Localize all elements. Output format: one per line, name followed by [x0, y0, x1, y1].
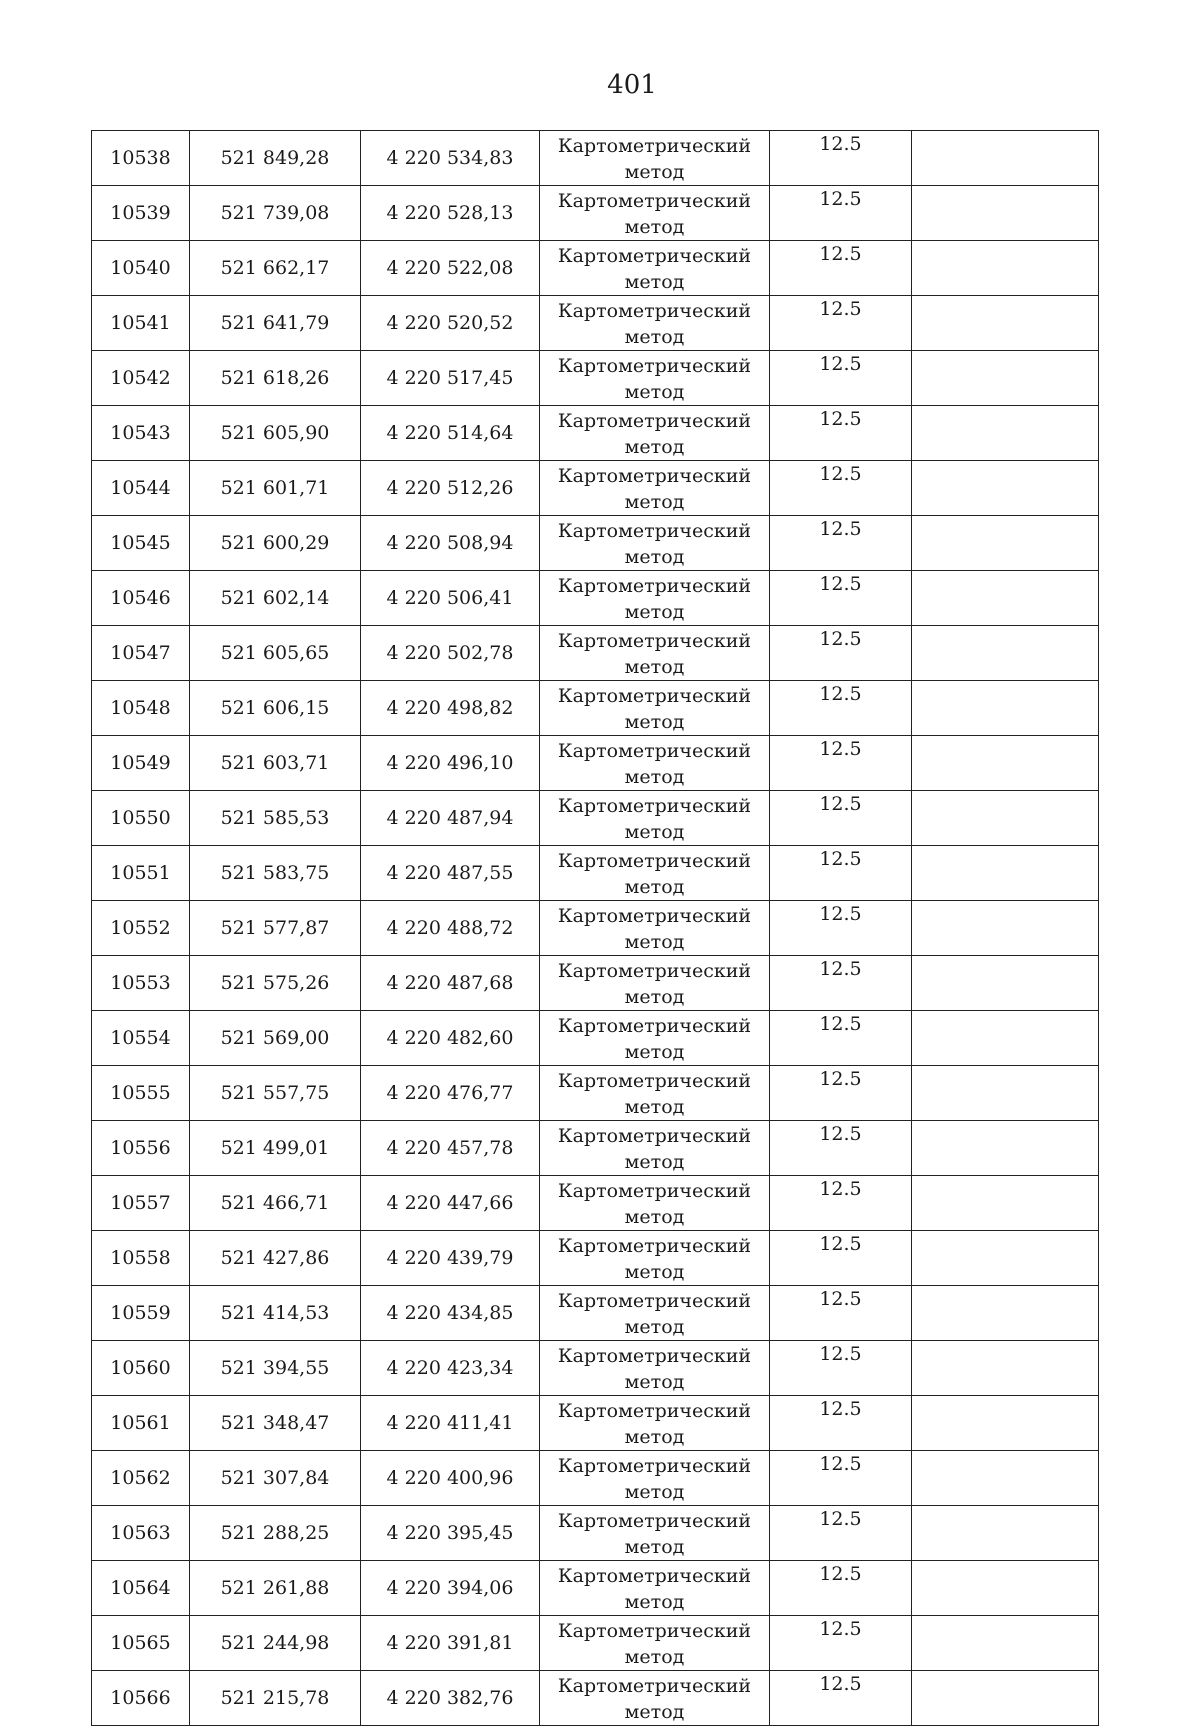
x-coordinate-cell: 521 606,15 [190, 681, 361, 736]
method-cell [540, 406, 770, 461]
accuracy-cell: 12.5 [770, 681, 912, 736]
point-number-cell: 10556 [92, 1121, 190, 1176]
y-coordinate-cell: 4 220 434,85 [361, 1286, 540, 1341]
method-cell [540, 461, 770, 516]
method-line-1: Картометрический [557, 630, 752, 652]
note-cell [912, 736, 1099, 791]
method-line-2: метод [624, 1206, 685, 1228]
x-coordinate-cell: 521 585,53 [190, 791, 361, 846]
note-cell [912, 1616, 1099, 1671]
method-line-1: Картометрический [557, 850, 752, 872]
table-row [92, 626, 1099, 681]
x-coordinate-cell: 521 641,79 [190, 296, 361, 351]
x-coordinate-cell: 521 244,98 [190, 1616, 361, 1671]
y-coordinate-cell: 4 220 457,78 [361, 1121, 540, 1176]
accuracy-cell: 12.5 [770, 1011, 912, 1066]
method-line-1: Картометрический [557, 1015, 752, 1037]
method-cell [540, 1011, 770, 1066]
y-coordinate-cell: 4 220 394,06 [361, 1561, 540, 1616]
method-line-1: Картометрический [557, 740, 752, 762]
table-row [92, 131, 1099, 186]
note-cell [912, 791, 1099, 846]
y-coordinate-cell: 4 220 498,82 [361, 681, 540, 736]
method-line-2: метод [624, 711, 685, 733]
point-number-cell: 10538 [92, 131, 190, 186]
point-number-cell: 10563 [92, 1506, 190, 1561]
accuracy-cell: 12.5 [770, 571, 912, 626]
y-coordinate-cell: 4 220 447,66 [361, 1176, 540, 1231]
method-cell [540, 186, 770, 241]
method-line-1: Картометрический [557, 300, 752, 322]
y-coordinate-cell: 4 220 411,41 [361, 1396, 540, 1451]
y-coordinate-cell: 4 220 487,94 [361, 791, 540, 846]
y-coordinate-cell: 4 220 508,94 [361, 516, 540, 571]
point-number-cell: 10562 [92, 1451, 190, 1506]
point-number-cell: 10547 [92, 626, 190, 681]
table-row [92, 516, 1099, 571]
accuracy-cell: 12.5 [770, 516, 912, 571]
x-coordinate-cell: 521 602,14 [190, 571, 361, 626]
method-cell [540, 1671, 770, 1726]
note-cell [912, 186, 1099, 241]
method-line-2: метод [624, 1371, 685, 1393]
y-coordinate-cell: 4 220 534,83 [361, 131, 540, 186]
x-coordinate-cell: 521 849,28 [190, 131, 361, 186]
note-cell [912, 296, 1099, 351]
method-line-1: Картометрический [557, 1290, 752, 1312]
point-number-cell: 10546 [92, 571, 190, 626]
method-cell [540, 1506, 770, 1561]
y-coordinate-cell: 4 220 487,68 [361, 956, 540, 1011]
accuracy-cell: 12.5 [770, 1451, 912, 1506]
table-row [92, 736, 1099, 791]
point-number-cell: 10554 [92, 1011, 190, 1066]
note-cell [912, 1011, 1099, 1066]
note-cell [912, 131, 1099, 186]
point-number-cell: 10555 [92, 1066, 190, 1121]
accuracy-cell: 12.5 [770, 1561, 912, 1616]
method-line-2: метод [624, 931, 685, 953]
x-coordinate-cell: 521 575,26 [190, 956, 361, 1011]
x-coordinate-cell: 521 261,88 [190, 1561, 361, 1616]
method-line-1: Картометрический [557, 905, 752, 927]
note-cell [912, 1121, 1099, 1176]
method-cell [540, 1341, 770, 1396]
y-coordinate-cell: 4 220 512,26 [361, 461, 540, 516]
accuracy-cell: 12.5 [770, 1231, 912, 1286]
note-cell [912, 1231, 1099, 1286]
note-cell [912, 461, 1099, 516]
method-line-2: метод [624, 1646, 685, 1668]
y-coordinate-cell: 4 220 488,72 [361, 901, 540, 956]
method-line-1: Картометрический [557, 135, 752, 157]
method-line-2: метод [624, 546, 685, 568]
table-row [92, 406, 1099, 461]
point-number-cell: 10548 [92, 681, 190, 736]
note-cell [912, 351, 1099, 406]
method-line-2: метод [624, 1261, 685, 1283]
x-coordinate-cell: 521 601,71 [190, 461, 361, 516]
table-row [92, 461, 1099, 516]
x-coordinate-cell: 521 348,47 [190, 1396, 361, 1451]
x-coordinate-cell: 521 466,71 [190, 1176, 361, 1231]
table-row [92, 1176, 1099, 1231]
note-cell [912, 681, 1099, 736]
method-line-1: Картометрический [557, 190, 752, 212]
method-cell [540, 516, 770, 571]
method-cell [540, 1396, 770, 1451]
method-line-2: метод [624, 1426, 685, 1448]
accuracy-cell: 12.5 [770, 626, 912, 681]
accuracy-cell: 12.5 [770, 1671, 912, 1726]
method-line-2: метод [624, 821, 685, 843]
x-coordinate-cell: 521 215,78 [190, 1671, 361, 1726]
y-coordinate-cell: 4 220 514,64 [361, 406, 540, 461]
note-cell [912, 846, 1099, 901]
method-line-2: метод [624, 1316, 685, 1338]
method-cell [540, 1616, 770, 1671]
method-cell [540, 1561, 770, 1616]
table-body [92, 131, 1099, 1726]
method-cell [540, 241, 770, 296]
point-number-cell: 10539 [92, 186, 190, 241]
point-number-cell: 10542 [92, 351, 190, 406]
point-number-cell: 10557 [92, 1176, 190, 1231]
table-row [92, 681, 1099, 736]
point-number-cell: 10541 [92, 296, 190, 351]
x-coordinate-cell: 521 600,29 [190, 516, 361, 571]
method-line-1: Картометрический [557, 1235, 752, 1257]
point-number-cell: 10559 [92, 1286, 190, 1341]
point-number-cell: 10560 [92, 1341, 190, 1396]
method-line-1: Картометрический [557, 1180, 752, 1202]
x-coordinate-cell: 521 569,00 [190, 1011, 361, 1066]
table-row [92, 1616, 1099, 1671]
point-number-cell: 10551 [92, 846, 190, 901]
method-line-1: Картометрический [557, 1510, 752, 1532]
table-row [92, 1506, 1099, 1561]
y-coordinate-cell: 4 220 520,52 [361, 296, 540, 351]
y-coordinate-cell: 4 220 487,55 [361, 846, 540, 901]
y-coordinate-cell: 4 220 423,34 [361, 1341, 540, 1396]
accuracy-cell: 12.5 [770, 461, 912, 516]
accuracy-cell: 12.5 [770, 1506, 912, 1561]
x-coordinate-cell: 521 739,08 [190, 186, 361, 241]
method-cell [540, 1451, 770, 1506]
accuracy-cell: 12.5 [770, 241, 912, 296]
x-coordinate-cell: 521 605,65 [190, 626, 361, 681]
method-line-2: метод [624, 436, 685, 458]
table-row [92, 1231, 1099, 1286]
x-coordinate-cell: 521 618,26 [190, 351, 361, 406]
note-cell [912, 406, 1099, 461]
note-cell [912, 956, 1099, 1011]
note-cell [912, 241, 1099, 296]
x-coordinate-cell: 521 414,53 [190, 1286, 361, 1341]
y-coordinate-cell: 4 220 506,41 [361, 571, 540, 626]
method-cell [540, 131, 770, 186]
method-line-2: метод [624, 1096, 685, 1118]
method-line-2: метод [624, 1536, 685, 1558]
method-cell [540, 1286, 770, 1341]
method-line-2: метод [624, 326, 685, 348]
x-coordinate-cell: 521 288,25 [190, 1506, 361, 1561]
note-cell [912, 1176, 1099, 1231]
method-cell [540, 1066, 770, 1121]
method-line-2: метод [624, 216, 685, 238]
method-line-1: Картометрический [557, 960, 752, 982]
x-coordinate-cell: 521 499,01 [190, 1121, 361, 1176]
note-cell [912, 1561, 1099, 1616]
accuracy-cell: 12.5 [770, 1341, 912, 1396]
page-number: 401 [607, 70, 657, 100]
method-line-2: метод [624, 1151, 685, 1173]
method-cell [540, 736, 770, 791]
point-number-cell: 10545 [92, 516, 190, 571]
y-coordinate-cell: 4 220 400,96 [361, 1451, 540, 1506]
point-number-cell: 10566 [92, 1671, 190, 1726]
table-row [92, 1121, 1099, 1176]
method-cell [540, 1121, 770, 1176]
method-line-2: метод [624, 1481, 685, 1503]
method-line-2: метод [624, 1591, 685, 1613]
x-coordinate-cell: 521 605,90 [190, 406, 361, 461]
y-coordinate-cell: 4 220 476,77 [361, 1066, 540, 1121]
method-line-2: метод [624, 1041, 685, 1063]
y-coordinate-cell: 4 220 502,78 [361, 626, 540, 681]
y-coordinate-cell: 4 220 496,10 [361, 736, 540, 791]
table-row [92, 1561, 1099, 1616]
note-cell [912, 571, 1099, 626]
method-line-2: метод [624, 491, 685, 513]
accuracy-cell: 12.5 [770, 1396, 912, 1451]
method-line-1: Картометрический [557, 685, 752, 707]
note-cell [912, 1396, 1099, 1451]
method-line-1: Картометрический [557, 1125, 752, 1147]
point-number-cell: 10558 [92, 1231, 190, 1286]
accuracy-cell: 12.5 [770, 846, 912, 901]
y-coordinate-cell: 4 220 395,45 [361, 1506, 540, 1561]
method-line-2: метод [624, 1701, 685, 1723]
x-coordinate-cell: 521 603,71 [190, 736, 361, 791]
point-number-cell: 10549 [92, 736, 190, 791]
y-coordinate-cell: 4 220 528,13 [361, 186, 540, 241]
method-line-1: Картометрический [557, 355, 752, 377]
note-cell [912, 516, 1099, 571]
table-row [92, 241, 1099, 296]
method-line-1: Картометрический [557, 520, 752, 542]
accuracy-cell: 12.5 [770, 1176, 912, 1231]
note-cell [912, 626, 1099, 681]
method-cell [540, 791, 770, 846]
note-cell [912, 1506, 1099, 1561]
note-cell [912, 1066, 1099, 1121]
x-coordinate-cell: 521 583,75 [190, 846, 361, 901]
table-row [92, 1451, 1099, 1506]
x-coordinate-cell: 521 307,84 [190, 1451, 361, 1506]
table-row [92, 956, 1099, 1011]
note-cell [912, 1341, 1099, 1396]
y-coordinate-cell: 4 220 439,79 [361, 1231, 540, 1286]
method-line-1: Картометрический [557, 410, 752, 432]
point-number-cell: 10564 [92, 1561, 190, 1616]
method-line-1: Картометрический [557, 1675, 752, 1697]
method-cell [540, 571, 770, 626]
method-line-2: метод [624, 271, 685, 293]
accuracy-cell: 12.5 [770, 1286, 912, 1341]
method-line-2: метод [624, 161, 685, 183]
method-line-2: метод [624, 766, 685, 788]
table-row [92, 351, 1099, 406]
accuracy-cell: 12.5 [770, 956, 912, 1011]
method-line-1: Картометрический [557, 1565, 752, 1587]
method-line-1: Картометрический [557, 1620, 752, 1642]
method-line-2: метод [624, 601, 685, 623]
method-line-1: Картометрический [557, 795, 752, 817]
method-line-1: Картометрический [557, 1400, 752, 1422]
accuracy-cell: 12.5 [770, 1121, 912, 1176]
accuracy-cell: 12.5 [770, 901, 912, 956]
method-line-1: Картометрический [557, 1455, 752, 1477]
method-line-2: метод [624, 876, 685, 898]
note-cell [912, 901, 1099, 956]
y-coordinate-cell: 4 220 517,45 [361, 351, 540, 406]
point-number-cell: 10540 [92, 241, 190, 296]
method-line-2: метод [624, 656, 685, 678]
method-cell [540, 901, 770, 956]
method-cell [540, 1231, 770, 1286]
table-row [92, 1011, 1099, 1066]
table-row [92, 571, 1099, 626]
point-number-cell: 10544 [92, 461, 190, 516]
method-line-1: Картометрический [557, 245, 752, 267]
accuracy-cell: 12.5 [770, 296, 912, 351]
method-line-1: Картометрический [557, 575, 752, 597]
x-coordinate-cell: 521 557,75 [190, 1066, 361, 1121]
accuracy-cell: 12.5 [770, 1616, 912, 1671]
method-line-2: метод [624, 381, 685, 403]
method-cell [540, 956, 770, 1011]
table-row [92, 1066, 1099, 1121]
accuracy-cell: 12.5 [770, 736, 912, 791]
y-coordinate-cell: 4 220 522,08 [361, 241, 540, 296]
x-coordinate-cell: 521 662,17 [190, 241, 361, 296]
note-cell [912, 1671, 1099, 1726]
x-coordinate-cell: 521 427,86 [190, 1231, 361, 1286]
point-number-cell: 10553 [92, 956, 190, 1011]
x-coordinate-cell: 521 394,55 [190, 1341, 361, 1396]
table-row [92, 296, 1099, 351]
accuracy-cell: 12.5 [770, 791, 912, 846]
method-cell [540, 681, 770, 736]
note-cell [912, 1451, 1099, 1506]
accuracy-cell: 12.5 [770, 1066, 912, 1121]
point-number-cell: 10550 [92, 791, 190, 846]
method-line-1: Картометрический [557, 1070, 752, 1092]
accuracy-cell: 12.5 [770, 406, 912, 461]
table-row [92, 186, 1099, 241]
method-cell [540, 296, 770, 351]
y-coordinate-cell: 4 220 482,60 [361, 1011, 540, 1066]
method-line-1: Картометрический [557, 1345, 752, 1367]
method-cell [540, 351, 770, 406]
accuracy-cell: 12.5 [770, 131, 912, 186]
table-row [92, 901, 1099, 956]
table-row [92, 846, 1099, 901]
point-number-cell: 10543 [92, 406, 190, 461]
table-row [92, 791, 1099, 846]
y-coordinate-cell: 4 220 382,76 [361, 1671, 540, 1726]
x-coordinate-cell: 521 577,87 [190, 901, 361, 956]
point-number-cell: 10561 [92, 1396, 190, 1451]
method-line-2: метод [624, 986, 685, 1008]
table-row [92, 1396, 1099, 1451]
coordinates-table [91, 130, 1099, 1726]
method-cell [540, 846, 770, 901]
method-cell [540, 1176, 770, 1231]
point-number-cell: 10565 [92, 1616, 190, 1671]
point-number-cell: 10552 [92, 901, 190, 956]
note-cell [912, 1286, 1099, 1341]
table-row [92, 1341, 1099, 1396]
method-cell [540, 626, 770, 681]
method-line-1: Картометрический [557, 465, 752, 487]
accuracy-cell: 12.5 [770, 351, 912, 406]
accuracy-cell: 12.5 [770, 186, 912, 241]
y-coordinate-cell: 4 220 391,81 [361, 1616, 540, 1671]
table-row [92, 1286, 1099, 1341]
table-row [92, 1671, 1099, 1726]
